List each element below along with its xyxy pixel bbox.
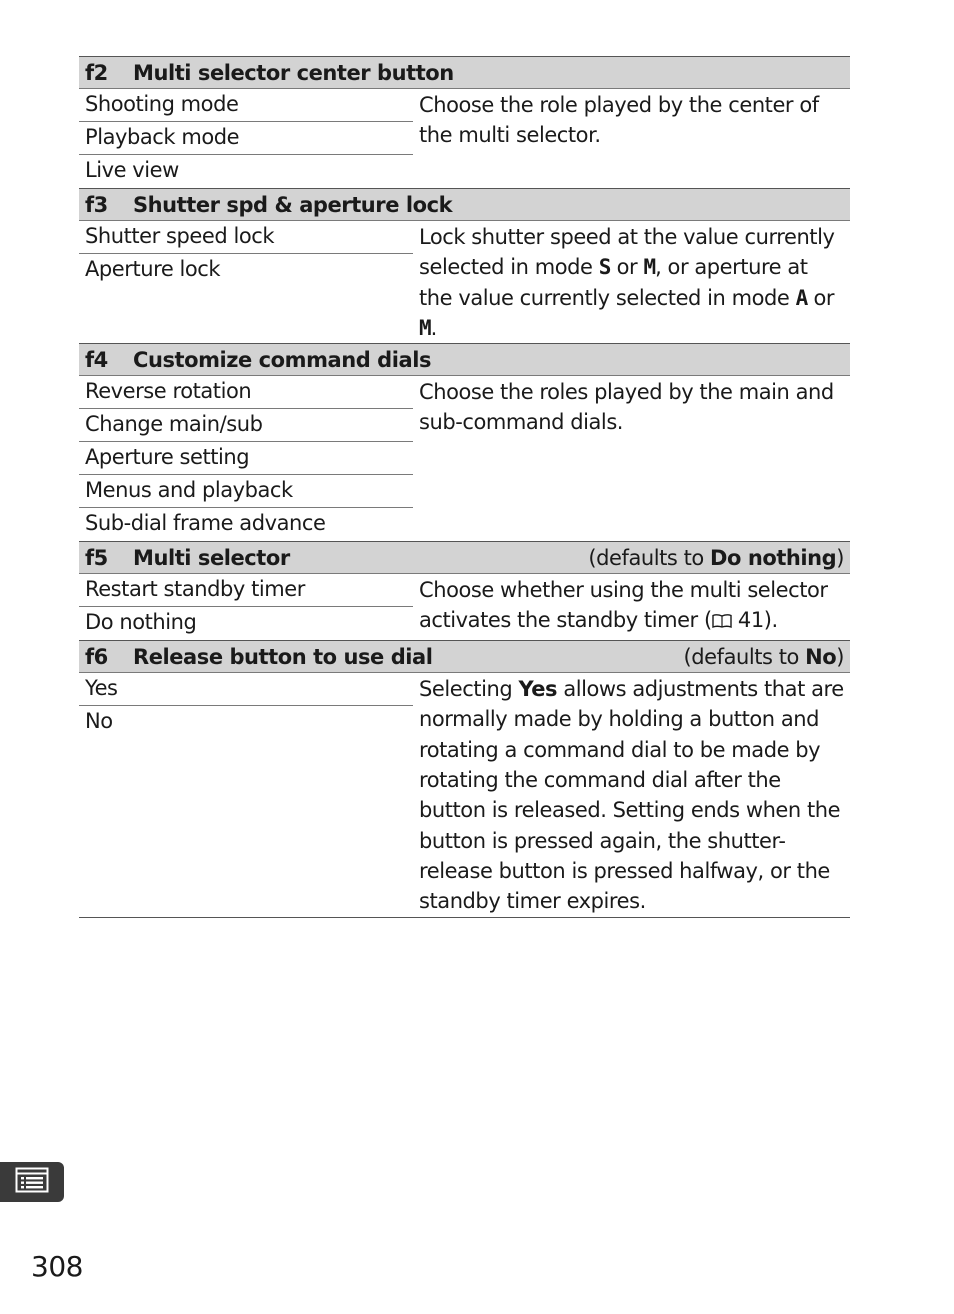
section-code: f5 xyxy=(85,545,108,570)
option-item: Aperture setting xyxy=(79,442,413,475)
option-item: Change main/sub xyxy=(79,409,413,442)
section-header xyxy=(79,344,850,376)
option-item: Restart standby timer xyxy=(79,574,413,607)
option-list xyxy=(79,221,413,343)
section-code: f3 xyxy=(85,192,108,217)
page-number: 308 xyxy=(31,1250,83,1283)
option-item: Shooting mode xyxy=(79,89,413,122)
section-description: Choose the role played by the center of the multi selector. xyxy=(419,93,819,148)
section-description: Choose the roles played by the main and sub-command dials. xyxy=(419,380,834,435)
mode-m-symbol: M xyxy=(419,315,431,340)
default-note: (defaults to Do nothing) xyxy=(588,545,844,570)
section-f4 xyxy=(79,343,850,541)
yes-keyword: Yes xyxy=(518,677,558,702)
menu-guide-tab xyxy=(0,1162,64,1202)
option-item: Reverse rotation xyxy=(79,376,413,409)
option-item: Playback mode xyxy=(79,122,413,155)
option-list xyxy=(79,376,413,541)
option-list xyxy=(79,673,413,916)
option-item: Yes xyxy=(79,673,413,706)
table-end-rule xyxy=(79,917,850,918)
section-f6 xyxy=(79,640,850,916)
page-reference: 41 xyxy=(731,608,764,633)
default-value: No xyxy=(805,644,837,669)
option-item: Live view xyxy=(85,158,179,182)
mode-a-symbol: A xyxy=(795,285,808,310)
section-title: Release button to use dial xyxy=(133,644,433,669)
section-description: Lock shutter speed at the value currently selected in mode S or M, or aperture at the value currently selected in mode A or M. xyxy=(419,225,835,340)
section-f2 xyxy=(79,56,850,188)
option-list xyxy=(79,574,413,640)
section-title: Multi selector xyxy=(133,545,290,570)
default-value: Do nothing xyxy=(710,545,837,570)
default-note: (defaults to No) xyxy=(683,644,844,669)
option-item: Shutter speed lock xyxy=(79,221,413,254)
section-code: f2 xyxy=(85,60,108,85)
section-code: f6 xyxy=(85,644,108,669)
book-icon xyxy=(712,606,732,620)
section-header xyxy=(79,542,850,574)
option-item: Sub-dial frame advance xyxy=(85,511,326,536)
section-code: f4 xyxy=(85,347,108,372)
section-title: Multi selector center button xyxy=(133,60,454,85)
option-item: Aperture lock xyxy=(85,257,221,281)
section-title: Customize command dials xyxy=(133,347,432,372)
section-description: Selecting Yes allows adjustments that are normally made by holding a button and rotating a command dial to be made by rotating the command dial after the button is released. Setting ends when the button is pressed again, the shutter-release button is pressed halfway, or the standby timer expires. xyxy=(419,677,844,914)
section-title: Shutter spd & aperture lock xyxy=(133,192,453,217)
option-list xyxy=(79,89,413,188)
option-item: No xyxy=(85,709,113,734)
section-description: Choose whether using the multi selector activates the standby timer ( 41). xyxy=(419,578,828,633)
menu-list-icon xyxy=(15,1167,49,1197)
mode-m-symbol: M xyxy=(643,255,656,280)
option-item: Do nothing xyxy=(85,610,197,635)
mode-s-symbol: S xyxy=(598,255,611,280)
section-header xyxy=(79,57,850,89)
section-f5 xyxy=(79,541,850,640)
custom-settings-table xyxy=(79,56,850,918)
section-header xyxy=(79,189,850,221)
section-header xyxy=(79,641,850,673)
option-item: Menus and playback xyxy=(79,475,413,508)
section-f3 xyxy=(79,188,850,343)
